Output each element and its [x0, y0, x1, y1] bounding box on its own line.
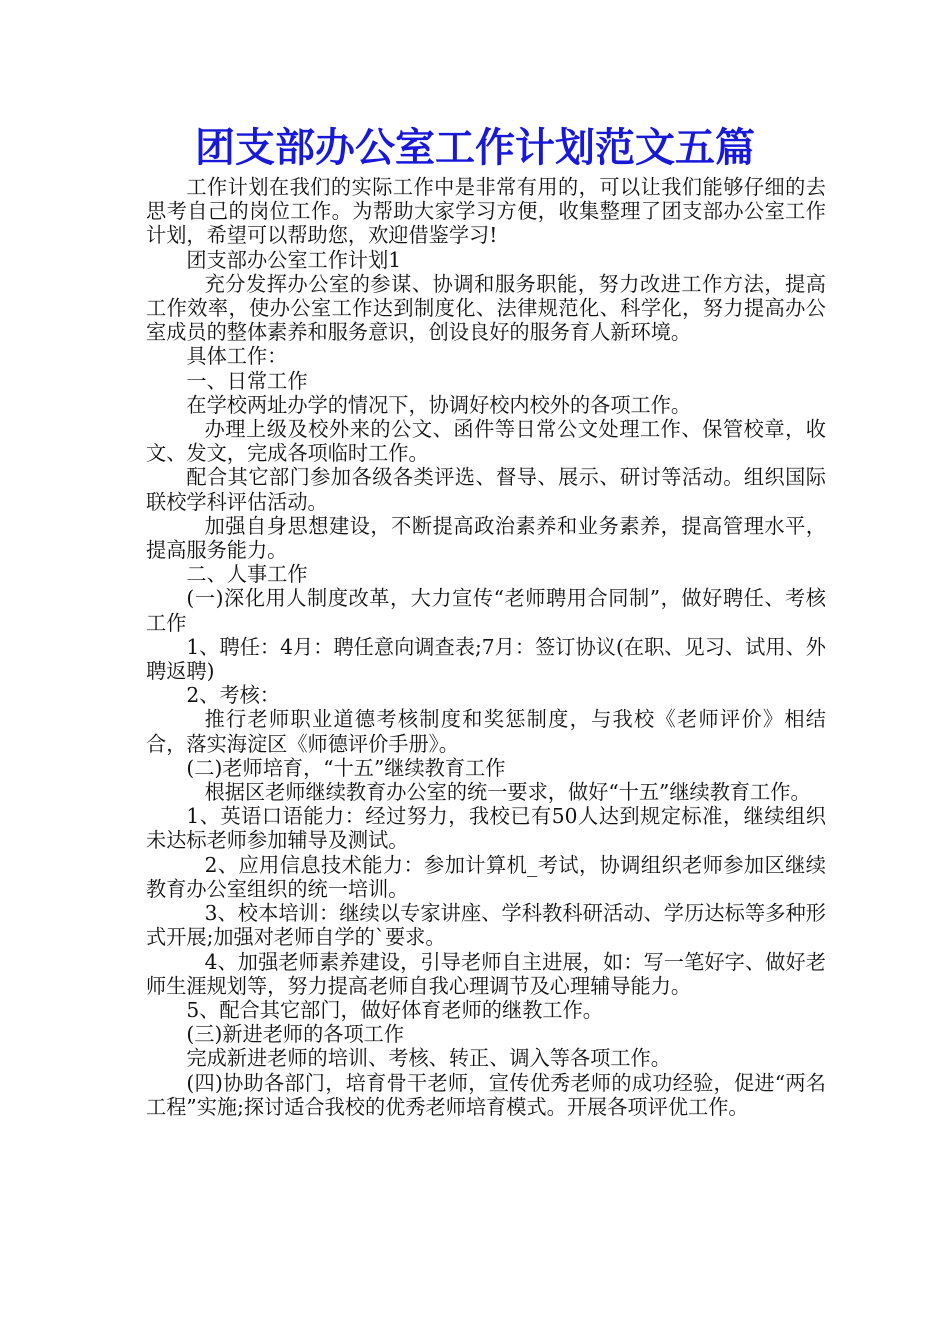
list-item: 4、加强老师素养建设，引导老师自主进展，如：写一笔好字、做好老师生涯规划等，努力提高老师自我心理调节及心理辅导能力。 [146, 949, 826, 998]
document-body [146, 175, 826, 1119]
section-heading: 团支部办公室工作计划1 [186, 247, 402, 272]
subsection-heading: (二)老师培育，“十五”继续教育工作 [186, 755, 506, 780]
list-item: 3、校本培训：继续以专家讲座、学科教科研活动、学历达标等多种形式开展;加强对老师自学的`要求。 [146, 901, 826, 950]
list-item: 2、应用信息技术能力：参加计算机_考试，协调组织老师参加区继续教育办公室组织的统一培训。 [146, 852, 826, 901]
list-item: 2、考核： [186, 683, 280, 708]
body-paragraph: 配合其它部门参加各级各类评选、督导、展示、研讨等活动。组织国际联校学科评估活动。 [146, 465, 826, 514]
list-item: 1、聘任：4月：聘任意向调查表;7月：签订协议(在职、见习、试用、外聘返聘) [146, 634, 826, 684]
subsection-heading: (一)深化用人制度改革，大力宣传“老师聘用合同制”，做好聘任、考核工作 [146, 586, 826, 635]
list-item: 5、配合其它部门，做好体育老师的继教工作。 [186, 997, 603, 1022]
subsection-heading: (四)协助各部门，培育骨干老师，宣传优秀老师的成功经验，促进“两名工程”实施;探讨适合我校的优秀老师培育模式。开展各项评优工作。 [146, 1070, 826, 1119]
intro-paragraph: 工作计划在我们的实际工作中是非常有用的，可以让我们能够仔细的去思考自己的岗位工作。为帮助大家学习方便，收集整理了团支部办公室工作计划，希望可以帮助您，欢迎借鉴学习! [146, 175, 826, 248]
body-paragraph: 办理上级及校外来的公文、函件等日常公文处理工作、保管校章，收文、发文，完成各项临时工作。 [146, 417, 826, 466]
body-paragraph: 在学校两址办学的情况下，协调好校内校外的各项工作。 [186, 392, 692, 417]
body-paragraph: 充分发挥办公室的参谋、协调和服务职能，努力改进工作方法，提高工作效率，使办公室工作达到制度化、法律规范化、科学化，努力提高办公室成员的整体素养和服务意识，创设良好的服务育人新环境。 [146, 271, 826, 345]
subsection-heading: (三)新进老师的各项工作 [186, 1022, 405, 1047]
body-paragraph: 推行老师职业道德考核制度和奖惩制度，与我校《老师评价》相结合，落实海淀区《师德评价手册》。 [146, 707, 826, 756]
section-heading: 具体工作： [186, 344, 288, 369]
body-paragraph: 根据区老师继续教育办公室的统一要求，做好“十五”继续教育工作。 [204, 780, 811, 805]
list-item: 1、英语口语能力：经过努力，我校已有50人达到规定标准，继续组织未达标老师参加辅导及测试。 [146, 804, 826, 853]
body-paragraph: 加强自身思想建设，不断提高政治素养和业务素养，提高管理水平，提高服务能力。 [146, 513, 826, 563]
section-heading: 一、日常工作 [186, 368, 308, 393]
section-heading: 二、人事工作 [186, 562, 308, 587]
document-title: 团支部办公室工作计划范文五篇 [195, 125, 755, 171]
body-paragraph: 完成新进老师的培训、考核、转正、调入等各项工作。 [186, 1046, 671, 1071]
